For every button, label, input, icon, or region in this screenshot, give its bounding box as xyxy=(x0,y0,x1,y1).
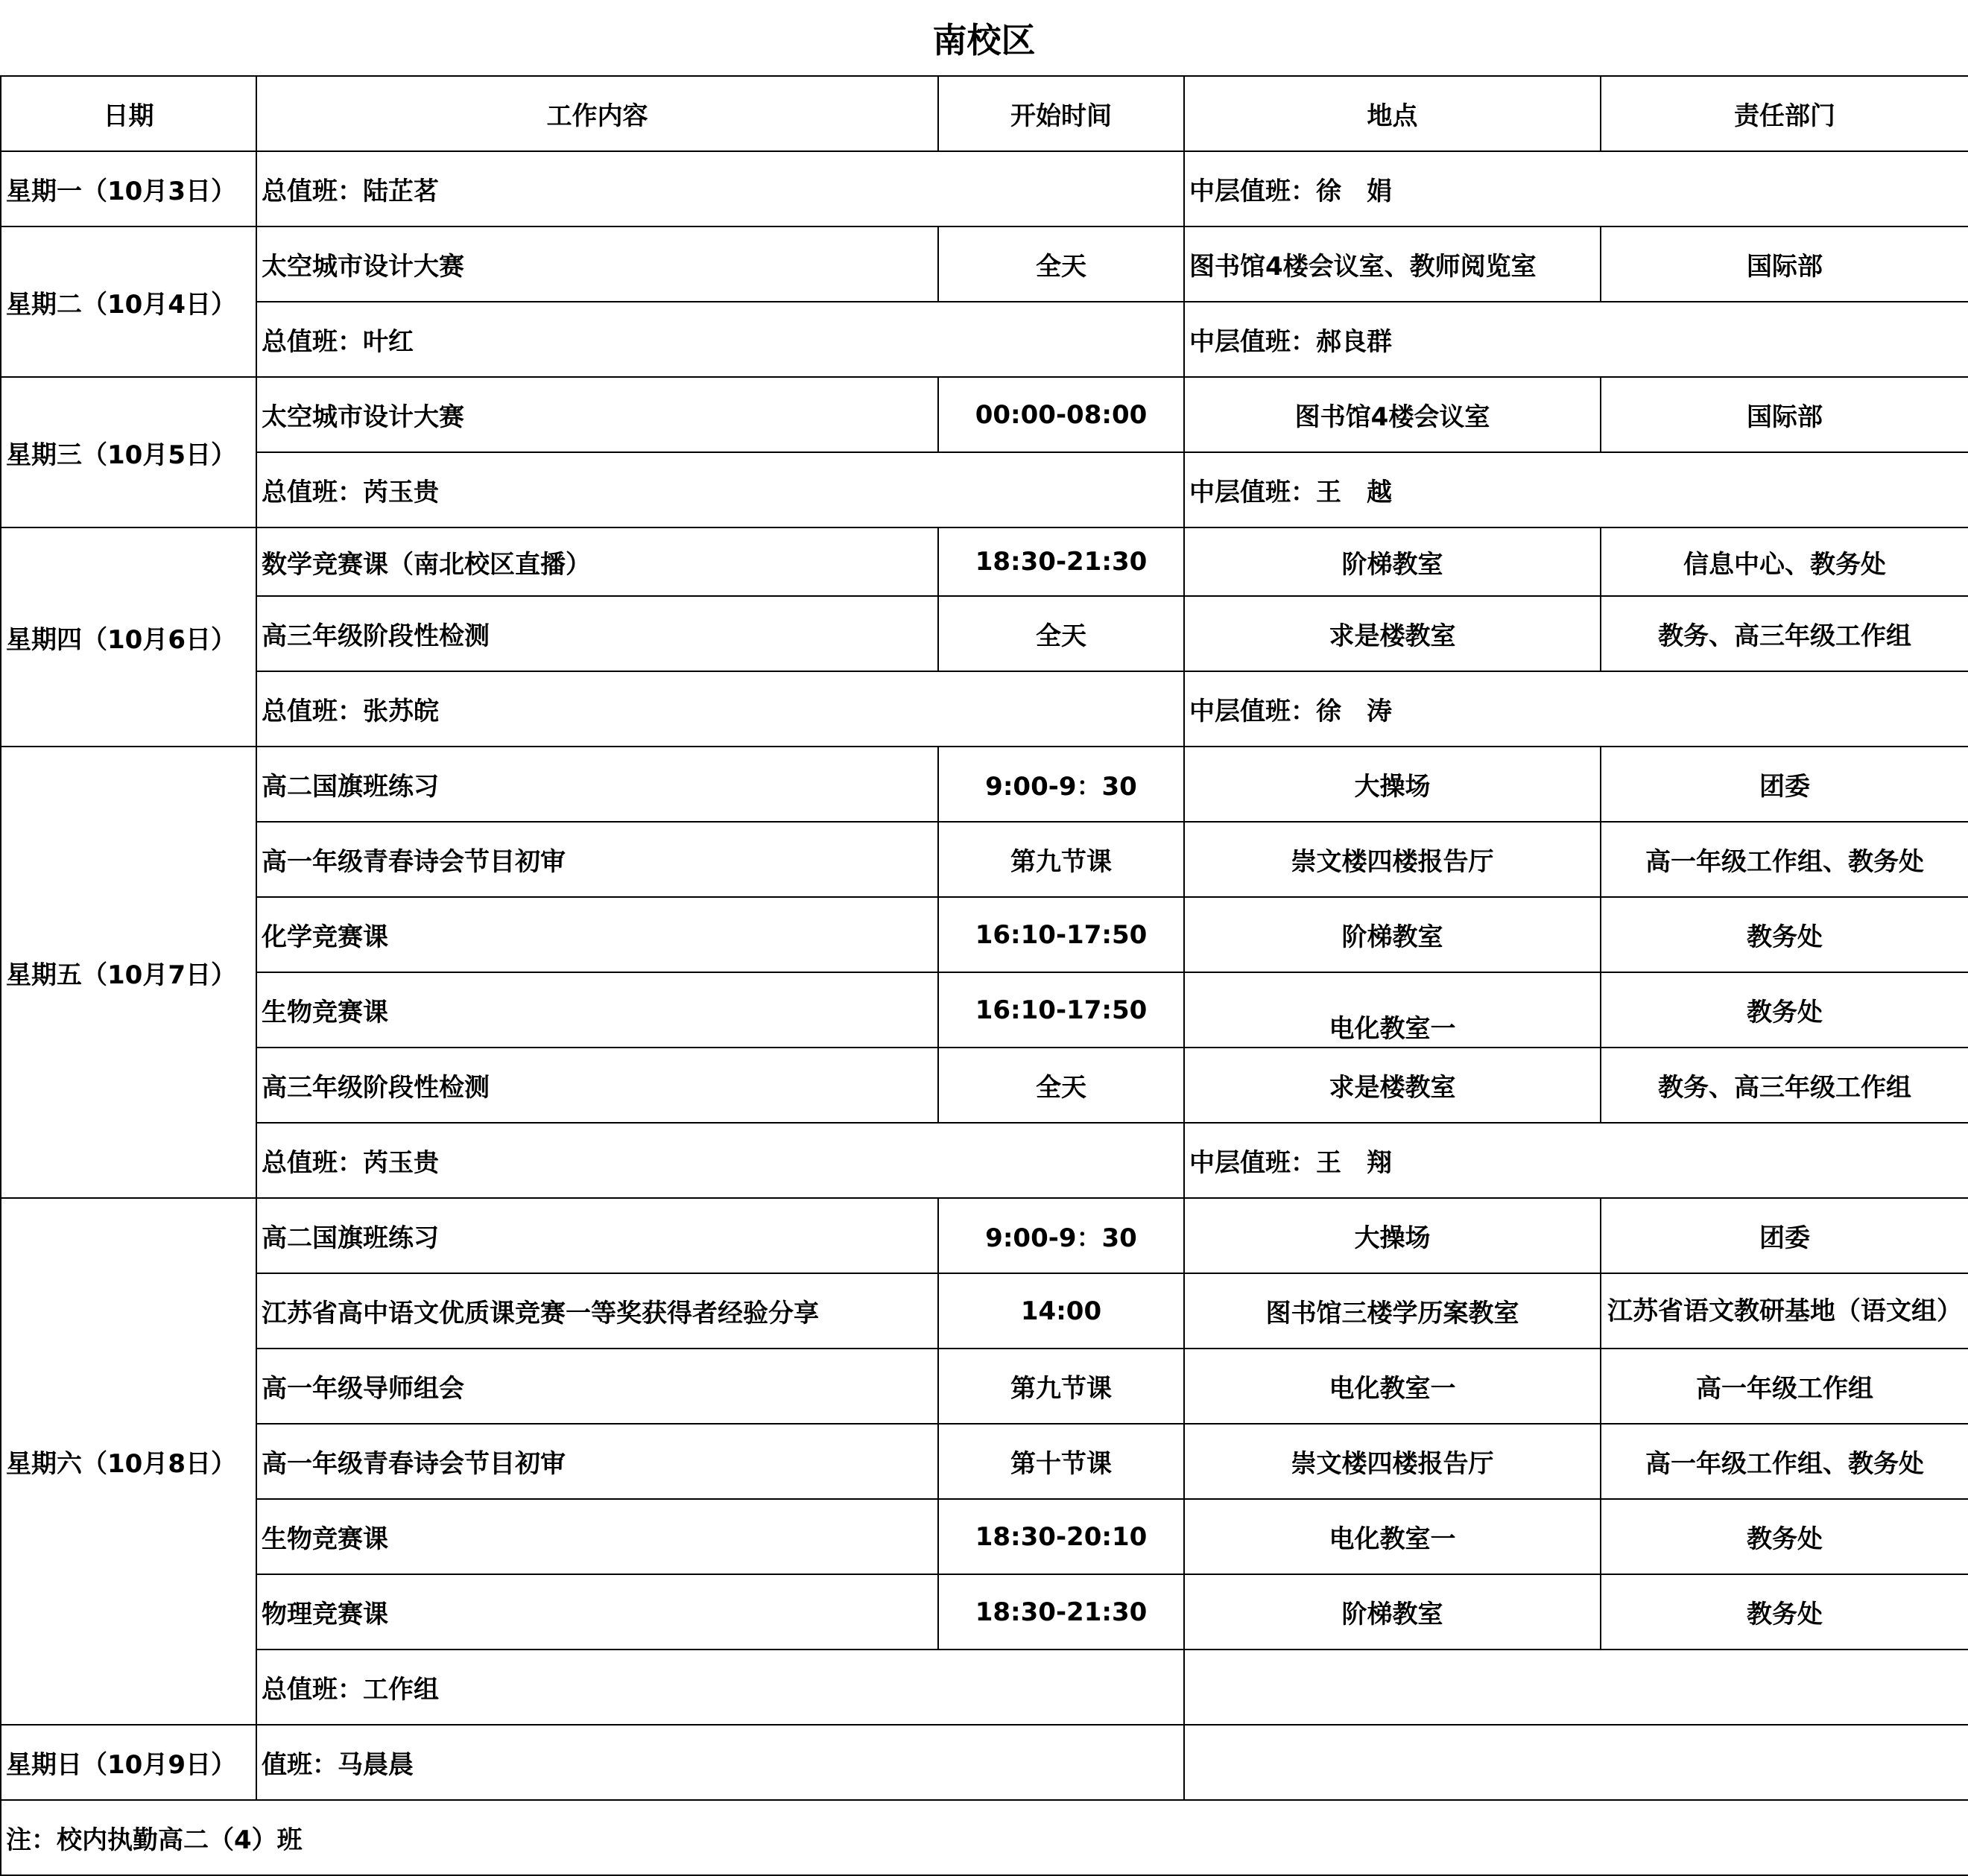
location-cell: 图书馆4楼会议室 xyxy=(1184,377,1601,452)
duty-middle: 中层值班：徐 娟 xyxy=(1184,151,1968,226)
content-cell: 高二国旗班练习 xyxy=(256,747,938,822)
table-row xyxy=(1,671,1968,747)
time-cell: 14:00 xyxy=(938,1273,1184,1349)
table-row xyxy=(1,452,1968,527)
table-row xyxy=(1,1650,1968,1725)
table-row xyxy=(1,226,1968,302)
note-row xyxy=(1,1800,1968,1875)
day-cell-wednesday: 星期三（10月5日） xyxy=(1,377,256,527)
content-cell: 生物竞赛课 xyxy=(256,972,938,1048)
dept-cell: 高一年级工作组、教务处 xyxy=(1601,1424,1968,1499)
day-cell-monday: 星期一（10月3日） xyxy=(1,151,256,226)
duty-middle: 中层值班：王 翔 xyxy=(1184,1123,1968,1198)
table-row xyxy=(1,1725,1968,1800)
content-cell: 高一年级青春诗会节目初审 xyxy=(256,1424,938,1499)
dept-cell: 教务处 xyxy=(1601,1574,1968,1650)
location-cell: 阶梯教室 xyxy=(1184,897,1601,972)
location-cell: 电化教室一 xyxy=(1184,1499,1601,1574)
duty-middle-empty xyxy=(1184,1650,1968,1725)
dept-cell: 教务、高三年级工作组 xyxy=(1601,1048,1968,1123)
dept-cell: 团委 xyxy=(1601,1198,1968,1273)
duty-middle: 中层值班：郝良群 xyxy=(1184,302,1968,377)
time-cell: 16:10-17:50 xyxy=(938,897,1184,972)
header-time: 开始时间 xyxy=(938,76,1184,151)
location-cell: 求是楼教室 xyxy=(1184,596,1601,671)
location-cell xyxy=(1184,972,1601,1048)
time-cell: 18:30-21:30 xyxy=(938,527,1184,596)
table-row xyxy=(1,822,1968,897)
content-cell: 太空城市设计大赛 xyxy=(256,377,938,452)
duty-middle-empty xyxy=(1184,1725,1968,1800)
dept-cell: 团委 xyxy=(1601,747,1968,822)
location-cell: 阶梯教室 xyxy=(1184,1574,1601,1650)
time-cell: 9:00-9：30 xyxy=(938,747,1184,822)
content-cell: 高二国旗班练习 xyxy=(256,1198,938,1273)
day-cell-tuesday: 星期二（10月4日） xyxy=(1,226,256,377)
duty-total: 总值班：芮玉贵 xyxy=(256,452,1184,527)
time-cell: 第十节课 xyxy=(938,1424,1184,1499)
dept-cell: 教务处 xyxy=(1601,1499,1968,1574)
time-cell: 第九节课 xyxy=(938,822,1184,897)
day-cell-sunday: 星期日（10月9日） xyxy=(1,1725,256,1800)
dept-cell: 高一年级工作组、教务处 xyxy=(1601,822,1968,897)
content-cell: 生物竞赛课 xyxy=(256,1499,938,1574)
time-cell: 全天 xyxy=(938,1048,1184,1123)
day-cell-thursday: 星期四（10月6日） xyxy=(1,527,256,747)
table-row xyxy=(1,1273,1968,1349)
note: 注：校内执勤高二（4）班 xyxy=(1,1800,1968,1875)
location-cell: 崇文楼四楼报告厅 xyxy=(1184,1424,1601,1499)
header-location: 地点 xyxy=(1184,76,1601,151)
time-cell: 第九节课 xyxy=(938,1349,1184,1424)
table-row xyxy=(1,1123,1968,1198)
location-cell: 阶梯教室 xyxy=(1184,527,1601,596)
content-cell: 江苏省高中语文优质课竞赛一等奖获得者经验分享 xyxy=(256,1273,938,1349)
time-cell: 18:30-21:30 xyxy=(938,1574,1184,1650)
table-row xyxy=(1,151,1968,226)
dept-cell: 江苏省语文教研基地（语文组） xyxy=(1601,1273,1968,1349)
dept-cell: 教务处 xyxy=(1601,897,1968,972)
content-cell: 高三年级阶段性检测 xyxy=(256,596,938,671)
content-cell: 化学竞赛课 xyxy=(256,897,938,972)
location-cell: 崇文楼四楼报告厅 xyxy=(1184,822,1601,897)
page-title: 南校区 xyxy=(932,19,1036,60)
table-row xyxy=(1,1424,1968,1499)
content-cell: 物理竞赛课 xyxy=(256,1574,938,1650)
table-row xyxy=(1,527,1968,596)
content-cell: 高三年级阶段性检测 xyxy=(256,1048,938,1123)
schedule-table xyxy=(0,75,1968,1876)
table-row xyxy=(1,747,1968,822)
content-cell: 数学竞赛课（南北校区直播） xyxy=(256,527,938,596)
time-cell: 18:30-20:10 xyxy=(938,1499,1184,1574)
location-cell: 大操场 xyxy=(1184,747,1601,822)
duty-middle: 中层值班：徐 涛 xyxy=(1184,671,1968,747)
duty-total: 总值班：工作组 xyxy=(256,1650,1184,1725)
dept-cell: 教务、高三年级工作组 xyxy=(1601,596,1968,671)
table-row xyxy=(1,302,1968,377)
duty-total: 总值班：芮玉贵 xyxy=(256,1123,1184,1198)
table-row xyxy=(1,972,1968,1048)
table-row xyxy=(1,1574,1968,1650)
header-row xyxy=(1,76,1968,151)
location-cell: 图书馆4楼会议室、教师阅览室 xyxy=(1184,226,1601,302)
duty-middle: 中层值班：王 越 xyxy=(1184,452,1968,527)
dept-cell: 信息中心、教务处 xyxy=(1601,527,1968,596)
dept-cell: 国际部 xyxy=(1601,377,1968,452)
header-date: 日期 xyxy=(1,76,256,151)
location-cell: 电化教室一 xyxy=(1184,1349,1601,1424)
table-row xyxy=(1,1499,1968,1574)
header-content: 工作内容 xyxy=(256,76,938,151)
time-cell: 16:10-17:50 xyxy=(938,972,1184,1048)
content-cell: 太空城市设计大赛 xyxy=(256,226,938,302)
dept-cell: 高一年级工作组 xyxy=(1601,1349,1968,1424)
dept-cell: 国际部 xyxy=(1601,226,1968,302)
location-cell: 图书馆三楼学历案教室 xyxy=(1184,1273,1601,1349)
table-row xyxy=(1,1349,1968,1424)
time-cell: 全天 xyxy=(938,226,1184,302)
duty-total: 值班：马晨晨 xyxy=(256,1725,1184,1800)
dept-cell: 教务处 xyxy=(1601,972,1968,1048)
location-text: 电化教室一 xyxy=(1329,1014,1456,1044)
table-row xyxy=(1,1048,1968,1123)
table-row xyxy=(1,1198,1968,1273)
time-cell: 全天 xyxy=(938,596,1184,671)
duty-total: 总值班：张苏皖 xyxy=(256,671,1184,747)
location-cell: 大操场 xyxy=(1184,1198,1601,1273)
duty-total: 总值班：叶红 xyxy=(256,302,1184,377)
location-cell: 求是楼教室 xyxy=(1184,1048,1601,1123)
time-cell: 9:00-9：30 xyxy=(938,1198,1184,1273)
content-cell: 高一年级青春诗会节目初审 xyxy=(256,822,938,897)
time-cell: 00:00-08:00 xyxy=(938,377,1184,452)
day-cell-friday: 星期五（10月7日） xyxy=(1,747,256,1198)
table-row xyxy=(1,377,1968,452)
day-cell-saturday: 星期六（10月8日） xyxy=(1,1198,256,1725)
table-row xyxy=(1,897,1968,972)
header-dept: 责任部门 xyxy=(1601,76,1968,151)
table-row xyxy=(1,596,1968,671)
content-cell: 高一年级导师组会 xyxy=(256,1349,938,1424)
duty-total: 总值班：陆芷茗 xyxy=(256,151,1184,226)
